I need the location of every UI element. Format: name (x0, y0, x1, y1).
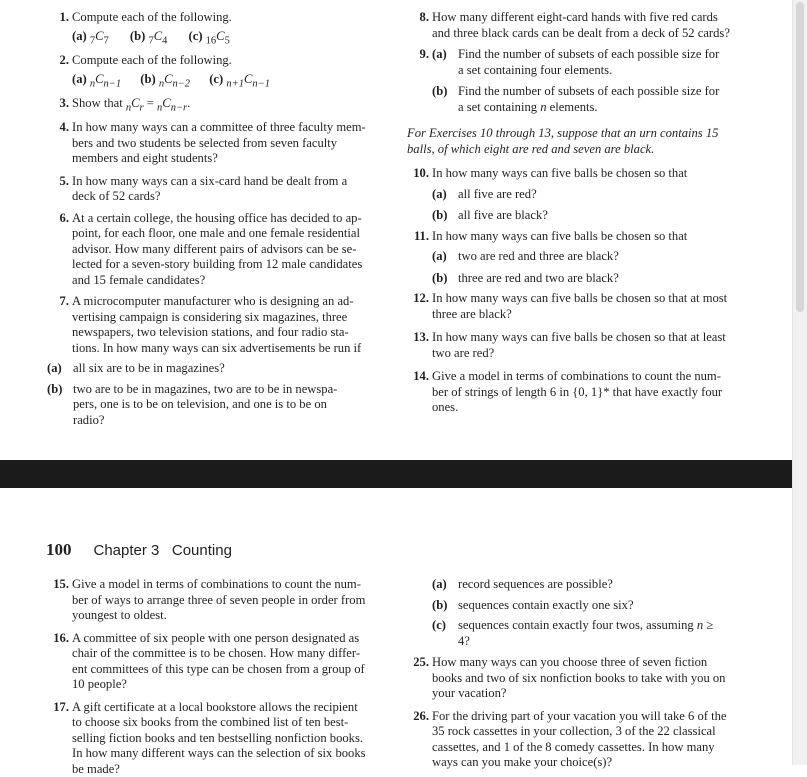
exercise-11: 11. In how many ways can five balls be chosen so that (a) two are red and three are black? (b) three are red and two are black? (407, 229, 752, 287)
exercise-24c: (c) sequences contain exactly four twos, assuming n ≥ 4? (432, 618, 752, 649)
exercise-1: 1. Compute each of the following. (47, 10, 384, 26)
exercise-9a: (a) Find the number of subsets of each possible size for a set containing four elements. (432, 47, 752, 78)
left-column (47, 10, 384, 428)
exercise-7b: (b) two are to be in magazines, two are to be in newspa- pers, one is to be on television, and one is to be on radio? (47, 382, 384, 429)
right-column (407, 10, 752, 416)
right-column-bottom (407, 577, 752, 771)
exercise-15: 15. Give a model in terms of combinations to count the num- ber of ways to arrange three of seven people in order from youngest to oldest. (47, 577, 384, 624)
exercise-17: 17. A gift certificate at a local bookstore allows the recipient to choose six books from the combined list of ten best- selling fiction books and ten bestselling nonfiction books. In how many different ways can the selection of six books be made? (47, 700, 384, 777)
exercise-26: 26. For the driving part of your vacation you will take 6 of the 35 rock cassettes in your collection, 3 of the 22 classical cassettes, and 1 of the 8 comedy cassettes. In how many ways can you make your choice(s)? (407, 709, 752, 771)
exercise-11b: (b) three are red and two are black? (432, 271, 752, 287)
exercise-13: 13. In how many ways can five balls be chosen so that at least two are red? (407, 330, 752, 361)
exercise-4: 4. In how many ways can a committee of three faculty mem- bers and two students be selected from seven faculty members and eight students? (47, 120, 384, 167)
exercise-7: 7. A microcomputer manufacturer who is designing an ad- vertising campaign is considering six magazines, three newspapers, two television stations, and four radio sta- tions. In how many ways can six advertisements be run if (47, 294, 384, 356)
exercise-25: 25. How many ways can you choose three of seven fiction books and two of six nonfiction books to take with you on your vacation? (407, 655, 752, 702)
exercise-2: 2. Compute each of the following. (47, 53, 384, 69)
exercise-10a: (a) all five are red? (432, 187, 752, 203)
exercise-11a: (a) two are red and three are black? (432, 249, 752, 265)
textbook-page-100 (0, 488, 793, 765)
exercise-1-parts: (a) $_7C_7$ (b) $_7C_4$ (c) $_{16}C_5$ (47, 26, 384, 52)
exercise-24b: (b) sequences contain exactly one six? (432, 598, 752, 614)
exercise-5: 5. In how many ways can a six-card hand be dealt from a deck of 52 cards? (47, 174, 384, 205)
exercise-10: 10. In how many ways can five balls be chosen so that (a) all five are red? (b) all five are black? (407, 166, 752, 224)
exercise-7a: (a) all six are to be in magazines? (47, 361, 384, 377)
exercise-2-parts: (a) $_nC_{n-1}$ (b) $_nC_{n-2}$ (c) $_{n+1}C_{n-1}$ (47, 69, 384, 95)
vertical-scrollbar[interactable] (792, 0, 807, 765)
exercise-6: 6. At a certain college, the housing office has decided to ap- point, for each floor, one male and one female residential advisor. How many different pairs of advisors can be se- lected for a seven-story building from 12 male candidates and 15 female candidates? (47, 211, 384, 289)
exercise-8: 8. How many different eight-card hands with five red cards and three black cards can be dealt from a deck of 52 cards? (407, 10, 752, 41)
exercise-12: 12. In how many ways can five balls be chosen so that at most three are black? (407, 291, 752, 322)
exercise-9b: (b) Find the number of subsets of each possible size for a set containing n elements. (432, 84, 752, 115)
chapter-title: Chapter 3 Counting (94, 542, 232, 559)
scrollbar-thumb[interactable] (796, 2, 804, 312)
exercise-14: 14. Give a model in terms of combinations to count the num- ber of strings of length 6 in {0, 1}* that have exactly four ones. (407, 369, 752, 416)
page-gap (0, 460, 807, 488)
page-number: 100 (46, 540, 72, 559)
exercise-16: 16. A committee of six people with one person designated as chair of the committee is to be chosen. How many differ- ent committees of this type can be chosen from a group of 10 people? (47, 631, 384, 693)
left-column-bottom (47, 577, 384, 777)
exercise-10b: (b) all five are black? (432, 208, 752, 224)
exercise-24a: (a) record sequences are possible? (432, 577, 752, 593)
running-header (46, 540, 232, 560)
exercise-9: 9. (a) Find the number of subsets of each possible size for a set containing four elements. (b) Find the number of subsets of each possible size for a set containing n elements. (407, 47, 752, 115)
exercise-3: 3. Show that $_nC_r = _nC_{n-r}$. (47, 96, 384, 116)
exercises-10-13-note: For Exercises 10 through 13, suppose that an urn contains 15 balls, of which eight are red and seven are black. (407, 125, 752, 157)
